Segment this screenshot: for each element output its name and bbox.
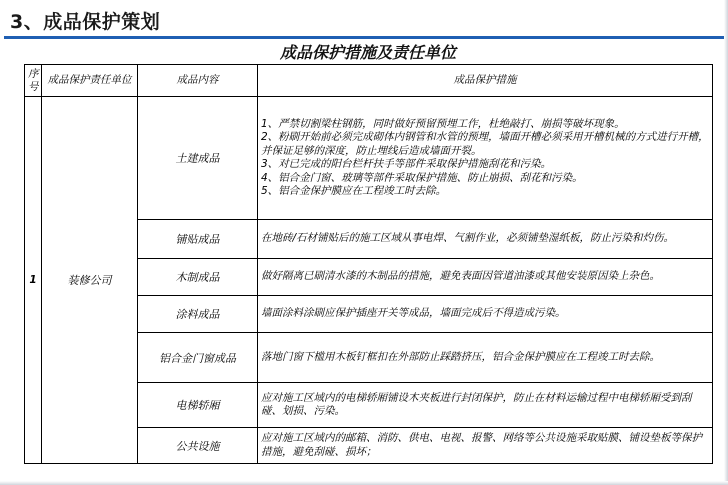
measure-cell [258, 383, 713, 428]
slide-edge-shadow [724, 0, 728, 485]
measure-line: 5、铝合金保护膜应在工程竣工时去除。 [261, 185, 447, 197]
measure-line: 做好隔离已刷清水漆的木制品的措施，避免表面因管道油漆或其他安装原因染上杂色。 [261, 270, 660, 283]
protection-table [24, 64, 713, 464]
page-title: 3、成品保护策划 [10, 11, 161, 33]
category-cell: 电梯轿厢 [138, 383, 258, 428]
header-seq: 序号 [25, 65, 42, 97]
measure-cell [258, 97, 713, 220]
category-cell: 公共设施 [138, 428, 258, 464]
header-unit: 成品保护责任单位 [42, 65, 138, 97]
measure-line: 1、严禁切割梁柱钢筋，同时做好预留预埋工作，杜绝敲打、崩损等破坏现象。 [261, 117, 625, 130]
measure-cell [258, 428, 713, 464]
measure-line: 应对施工区域内的邮箱、消防、供电、电视、报警、网络等公共设施采取贴膜、铺设垫板等保护措施，避免刮碰、损坏； [261, 432, 702, 458]
measure-line: 4、铝合金门窗、玻璃等部件采取保护措施、防止崩损、刮花和污染。 [261, 171, 583, 184]
measure-line: 落地门窗下槛用木板钉框扣在外部防止踩踏挤压，铝合金保护膜应在工程竣工时去除。 [261, 350, 660, 363]
measure-line: 2、粉刷开始前必须完成砌体内钢管和水管的预埋，墙面开槽必须采用开槽机械的方式进行开槽，并保证足够的深度，防止埋线后造成墙面开裂。 [261, 131, 709, 157]
table-row [25, 97, 713, 220]
seq-cell: 1 [25, 97, 42, 464]
category-cell: 木制成品 [138, 259, 258, 296]
measure-cell [258, 259, 713, 296]
measure-line: 在地砖/石材铺贴后的施工区域从事电焊、气割作业，必须铺垫湿纸板，防止污染和灼伤。 [261, 232, 675, 245]
measure-line: 墙面涂料涂刷应保护插座开关等成品，墙面完成后不得造成污染。 [261, 307, 566, 320]
table-caption: 成品保护措施及责任单位 [279, 43, 456, 62]
category-cell: 铝合金门窗成品 [138, 333, 258, 383]
slide-bottom-shadow [0, 481, 728, 485]
measure-cell [258, 220, 713, 259]
measure-cell [258, 296, 713, 333]
measure-cell [258, 333, 713, 383]
category-cell: 铺贴成品 [138, 220, 258, 259]
category-cell: 涂料成品 [138, 296, 258, 333]
measure-line: 应对施工区域内的电梯轿厢铺设木夹板进行封闭保护，防止在材料运输过程中电梯轿厢受到刮碰、划损、污染。 [261, 391, 692, 417]
category-cell: 土建成品 [138, 97, 258, 220]
header-measures: 成品保护措施 [258, 65, 713, 97]
header-content: 成品内容 [138, 65, 258, 97]
title-divider [4, 36, 724, 39]
table-header-row [25, 65, 713, 97]
unit-cell: 装修公司 [42, 97, 138, 464]
measure-line: 3、对已完成的阳台栏杆扶手等部件采取保护措施刮花和污染。 [261, 158, 552, 170]
